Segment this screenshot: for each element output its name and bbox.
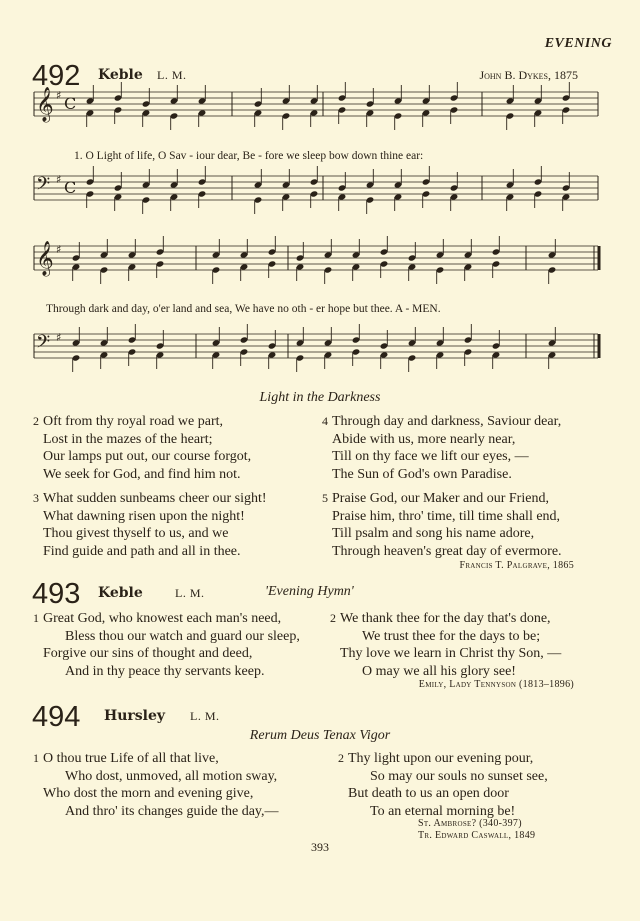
treble-clef-icon: 𝄞 xyxy=(36,241,54,276)
attribution-494-translator: Tr. Edward Caswall, 1849 xyxy=(418,830,536,841)
bass-clef-icon: 𝄢 xyxy=(36,174,51,199)
sharp-icon: ♯ xyxy=(56,243,62,256)
verse-493-2: 2 We thank thee for the day that's done, We trust thee for the days to be; Thy love we learn in Christ thy Son, — O may we all his glory see! xyxy=(330,611,562,679)
verse-492-5: 5 Praise God, our Maker and our Friend, Praise him, thro' time, till time shall end, Till psalm and song his name adore, Through heaven's great day of evermore. xyxy=(322,491,562,559)
hymn-493-subtitle: 'Evening Hymn' xyxy=(265,584,354,599)
meter-492: L. M. xyxy=(157,68,187,82)
treble-clef-icon: 𝄞 xyxy=(36,87,54,122)
composer-492: John B. Dykes, 1875 xyxy=(479,68,578,82)
tune-name-493: Keble xyxy=(98,585,143,601)
sharp-icon: ♯ xyxy=(56,89,62,102)
verse-492-3: 3 What sudden sunbeams cheer our sight! What dawning risen upon the night! Thou givest thyself to us, and we Find guide and path and all in thee. xyxy=(33,491,267,559)
bass-clef-icon: 𝄢 xyxy=(36,332,51,357)
attribution-493: Emily, Lady Tennyson (1813–1896) xyxy=(418,679,574,690)
tune-name-494: Hursley xyxy=(104,708,166,724)
hymn-number-492: 492 xyxy=(32,60,81,92)
common-time-icon: C xyxy=(64,178,77,197)
tune-name-492: Keble xyxy=(98,67,143,83)
verse-493-1: 1 Great God, who knowest each man's need, Bless thou our watch and guard our sleep, Forgive our sins of thought and deed, And in thy peace thy servants keep. xyxy=(33,611,300,679)
verse-492-2: 2 Oft from thy royal road we part, Lost in the mazes of the heart; Our lamps put out, our course forgot, We seek for God, and find him not. xyxy=(33,414,252,482)
lyric-line-2: Through dark and day, o'er land and sea, We have no oth - er hope but thee. A - MEN. xyxy=(46,303,441,315)
page-number: 393 xyxy=(311,840,329,854)
verse-492-4: 4 Through day and darkness, Saviour dear, Abide with us, more nearly near, Till on thy face we lift our eyes, — The Sun of God's own Paradise. xyxy=(322,414,562,482)
hymn-494-subtitle: Rerum Deus Tenax Vigor xyxy=(249,728,391,743)
hymn-number-494: 494 xyxy=(32,701,81,733)
verse-494-2: 2 Thy light upon our evening pour, So may our souls no sunset see, But death to us an open door To an eternal morning be! xyxy=(338,751,548,819)
hymn-492-subtitle: Light in the Darkness xyxy=(259,390,381,405)
verse-494-1: 1 O thou true Life of all that live, Who dost, unmoved, all motion sway, Who dost the morn and evening give, And thro' its changes guide the day,— xyxy=(33,751,279,819)
lyric-line-1: 1. O Light of life, O Sav - iour dear, Be - fore we sleep bow down thine ear: xyxy=(74,150,424,162)
meter-493: L. M. xyxy=(175,586,205,600)
sharp-icon: ♯ xyxy=(56,173,62,186)
attribution-492: Francis T. Palgrave, 1865 xyxy=(459,560,574,571)
attribution-494-author: St. Ambrose? (340-397) xyxy=(418,818,522,829)
hymn-number-493: 493 xyxy=(32,578,81,610)
common-time-icon: C xyxy=(64,94,77,113)
meter-494: L. M. xyxy=(190,709,220,723)
music-score xyxy=(0,0,640,400)
sharp-icon: ♯ xyxy=(56,331,62,344)
section-heading: EVENING xyxy=(544,36,612,51)
